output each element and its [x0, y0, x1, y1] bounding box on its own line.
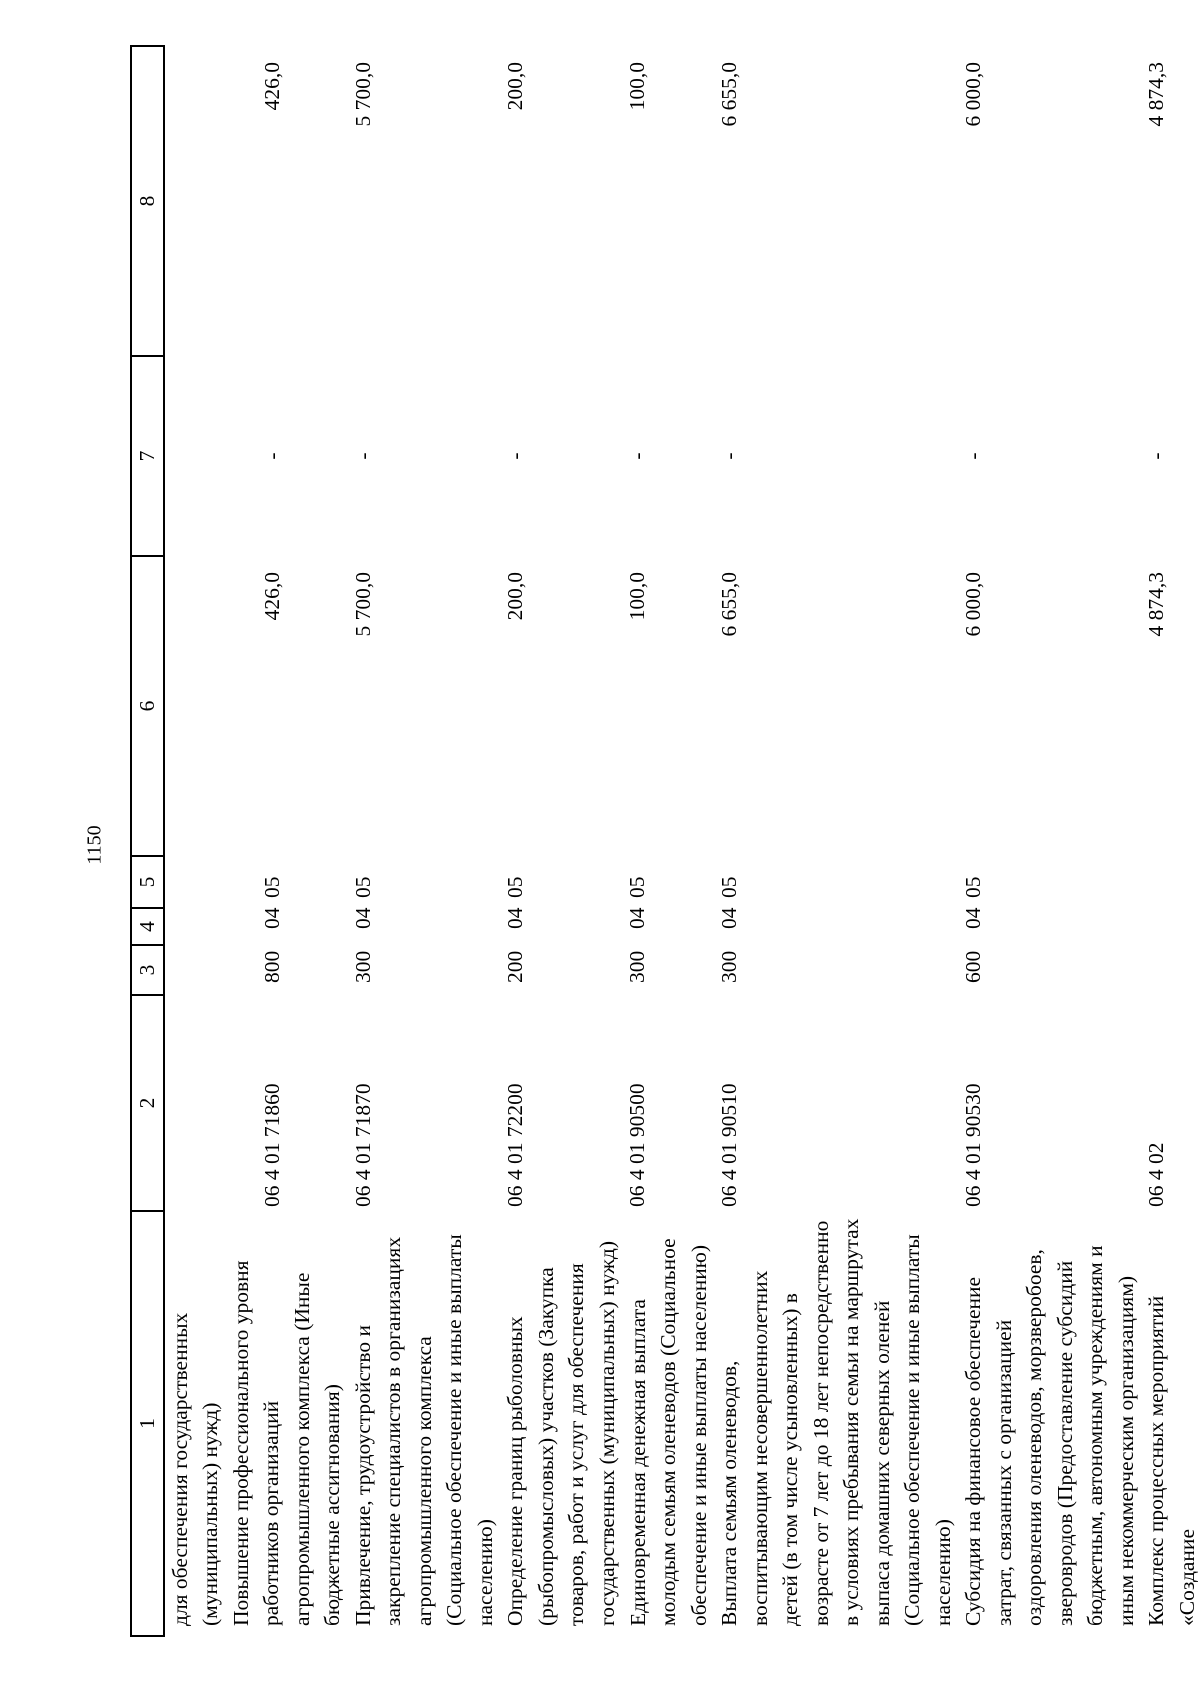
row-description: Выплата семьям оленеводов, воспитывающим несовершеннолетних детей (в том числе усыновленных) в возрасте от 7 лет до 18 лет непосредственно в условиях пребывания семьи на маршрутах выпаса домашних северных оленей (Социальное обеспечение и иные выплаты населению)	[717, 1218, 955, 1626]
row-col4: 04	[625, 907, 649, 929]
row-col5: 05	[350, 876, 375, 898]
row-code	[164, 995, 226, 1211]
row-col3: 800	[259, 950, 284, 983]
row-col3: 300	[350, 950, 375, 983]
row-col4	[164, 908, 226, 945]
row-col8: 5 700,0	[350, 62, 375, 127]
row-code: 06 4 01 90500	[625, 1083, 649, 1207]
row-col4: 04	[503, 907, 527, 929]
row-col8	[164, 46, 226, 356]
row-col7: -	[717, 452, 741, 460]
row-col7	[164, 356, 226, 556]
row-code: 06 4 02	[1144, 1142, 1168, 1207]
row-col8: 426,0	[259, 62, 284, 111]
row-description: Привлечение, трудоустройство и закрепление специалистов в организациях агропромышленного комплекса (Социальное обеспечение и иные выплаты населению)	[350, 1234, 497, 1626]
page-number: 1150	[83, 825, 106, 865]
row-col8: 6 655,0	[717, 62, 741, 127]
row-code: 06 4 01 71870	[350, 1083, 375, 1207]
row-description: для обеспечения государственных (муниципальных) нужд)	[167, 1312, 222, 1626]
row-col6: 6 000,0	[961, 572, 985, 637]
row-col5: 05	[503, 876, 527, 898]
row-col4: 04	[259, 907, 284, 929]
row-code: 06 4 01 90510	[717, 1083, 741, 1207]
header-col-7: 7	[131, 356, 164, 556]
row-col6: 426,0	[259, 572, 284, 621]
budget-table	[130, 45, 1200, 1637]
row-col8: 6 000,0	[961, 62, 985, 127]
row-col5: 05	[961, 876, 985, 898]
row-col5: 05	[625, 876, 649, 898]
row-description: Комплекс процессных мероприятий «Создание	[1144, 1295, 1199, 1626]
row-col7: -	[503, 452, 527, 460]
row-col7: -	[350, 452, 375, 460]
header-col-6: 6	[131, 556, 164, 856]
table-row	[622, 46, 714, 1636]
row-col5	[164, 856, 226, 908]
row-col4	[1141, 908, 1200, 945]
table-row	[958, 46, 1141, 1636]
row-col3: 300	[717, 950, 741, 983]
row-col3	[164, 945, 226, 995]
header-col-8: 8	[131, 46, 164, 356]
table-row	[348, 46, 501, 1636]
table-row	[226, 46, 348, 1636]
row-col3: 600	[961, 950, 985, 983]
row-code: 06 4 01 71860	[259, 1083, 284, 1207]
row-col5	[1141, 856, 1200, 908]
header-col-4: 4	[131, 908, 164, 945]
row-description: Единовременная денежная выплата молодым семьям оленеводов (Социальное обеспечение и иные выплаты населению)	[625, 1238, 711, 1626]
row-col8: 200,0	[503, 62, 527, 111]
row-col6: 4 874,3	[1144, 572, 1168, 637]
table-row	[1141, 46, 1200, 1636]
row-col6: 6 655,0	[717, 572, 741, 637]
row-col5: 05	[717, 876, 741, 898]
row-col6: 200,0	[503, 572, 527, 621]
row-code: 06 4 01 72200	[503, 1083, 527, 1207]
row-col6: 5 700,0	[350, 572, 375, 637]
row-col3: 200	[503, 950, 527, 983]
row-col3: 300	[625, 950, 649, 983]
row-col7: -	[961, 452, 985, 460]
row-col6: 100,0	[625, 572, 649, 621]
header-col-2: 2	[131, 995, 164, 1211]
row-description: Определение границ рыболовных (рыбопромысловых) участков (Закупка товаров, работ и услуг для обеспечения государственных (муниципальных) нужд)	[503, 1240, 619, 1626]
table-row	[714, 46, 958, 1636]
row-col4: 04	[350, 907, 375, 929]
row-col5: 05	[259, 876, 284, 898]
row-col4: 04	[961, 907, 985, 929]
row-col8: 100,0	[625, 62, 649, 111]
row-col7: -	[1144, 452, 1168, 460]
row-col6	[164, 556, 226, 856]
row-col3	[1141, 945, 1200, 995]
row-col8: 4 874,3	[1144, 62, 1168, 127]
table-row	[500, 46, 622, 1636]
budget-table-container	[130, 47, 1199, 1637]
row-description: Повышение профессионального уровня работников организаций агропромышленного комплекса (Иные бюджетные ассигнования)	[228, 1260, 344, 1626]
header-row	[131, 46, 164, 1636]
row-col7: -	[625, 452, 649, 460]
header-col-5: 5	[131, 856, 164, 908]
header-col-3: 3	[131, 945, 164, 995]
row-description: Субсидия на финансовое обеспечение затрат, связанных с организацией оздоровления оленеводов, морзверобоев, зверовродов (Предоставление субсидий бюджетным, автономным учреждениям и иным некоммерческим организациям)	[961, 1245, 1138, 1626]
rotated-table-frame	[130, 47, 1199, 1637]
row-col4: 04	[717, 907, 741, 929]
row-code: 06 4 01 90530	[961, 1083, 985, 1207]
header-col-1: 1	[131, 1211, 164, 1636]
row-col7: -	[259, 452, 284, 460]
table-row	[164, 46, 226, 1636]
